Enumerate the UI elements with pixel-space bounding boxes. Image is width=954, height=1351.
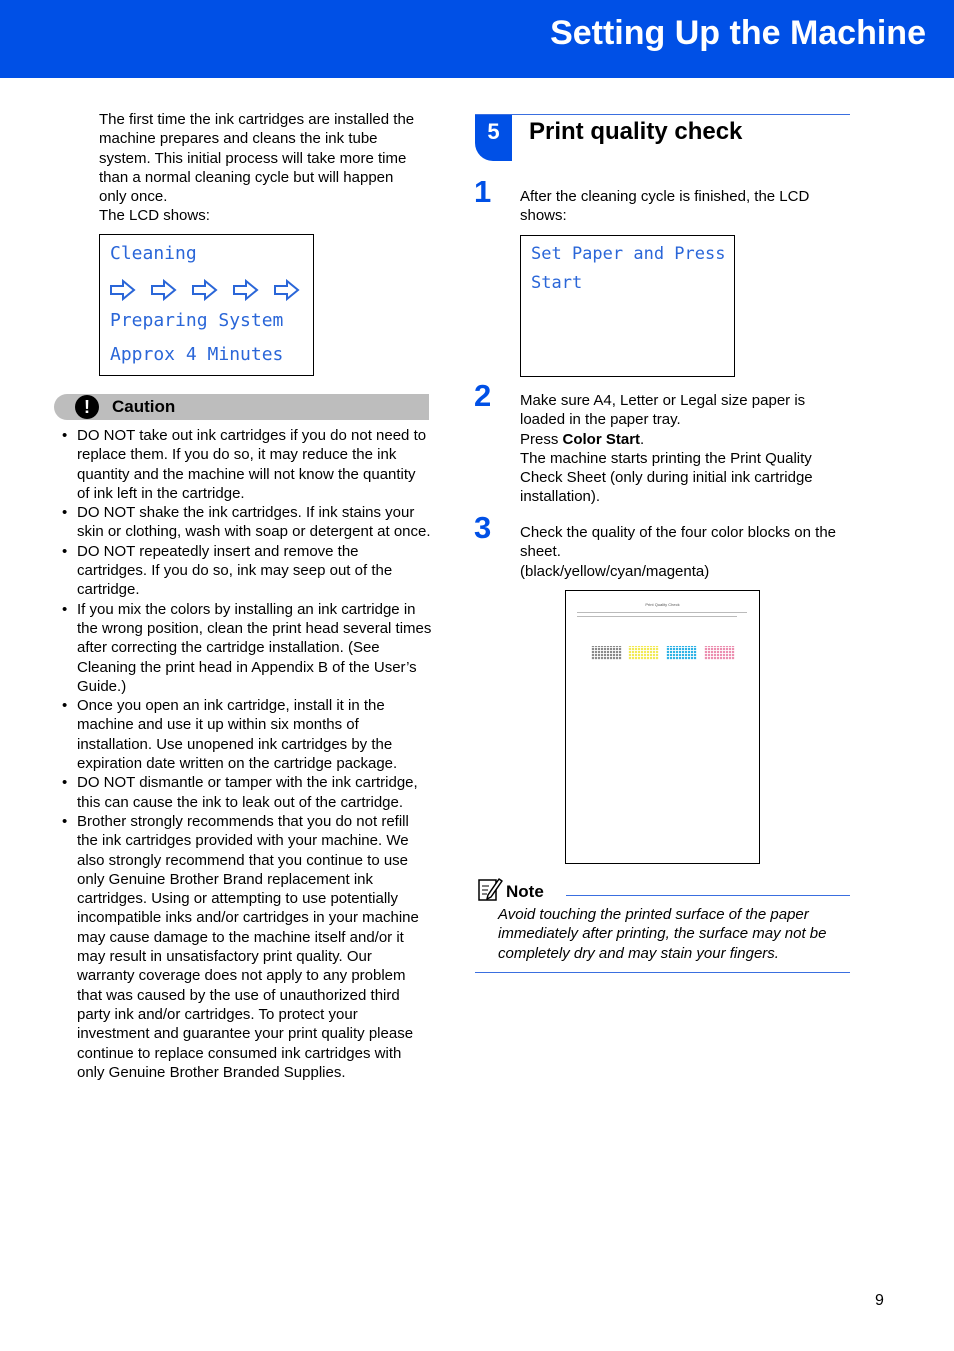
lcd-display-set-paper xyxy=(520,235,735,377)
lcd-display-cleaning xyxy=(99,234,314,376)
intro-paragraph xyxy=(99,110,434,226)
pencil-paper-icon xyxy=(477,876,503,902)
intro-line: only once. xyxy=(99,188,168,206)
hollow-right-arrow-icon xyxy=(110,279,305,301)
lcd-arrow-row xyxy=(110,279,305,306)
caution-item: • DO NOT take out ink cartridges if you do not need to replace them. If you do so, it may reduce the ink quantity and the machine will not know the quantity of ink left in the cartridge. xyxy=(62,426,432,503)
magenta-color-block xyxy=(704,646,735,660)
press-prefix: Press xyxy=(520,430,563,448)
caution-list xyxy=(62,426,432,1082)
step-number: 3 xyxy=(474,510,492,545)
cyan-color-block xyxy=(666,646,697,660)
intro-line: machine prepares and cleans the ink tube xyxy=(99,130,378,148)
step-paragraph: Check the quality of the four color blocks on the sheet. xyxy=(520,524,837,561)
step-paragraph: (black/yellow/cyan/magenta) xyxy=(520,562,710,580)
yellow-color-block xyxy=(628,646,659,660)
black-color-block xyxy=(591,646,622,660)
lcd-line: Start xyxy=(531,273,583,293)
step-text xyxy=(520,391,854,507)
step-paragraph: The machine starts printing the Print Quality Check Sheet (only during initial ink cartridge installation). xyxy=(520,449,813,506)
step-text: After the cleaning cycle is finished, the LCD shows: xyxy=(520,188,810,225)
note-bottom-divider xyxy=(475,972,850,973)
caution-item: • If you mix the colors by installing an ink cartridge in the wrong position, clean the print head several times after correcting the cartridge installation. (See Cleaning the print head in Appendix B of the User’s Guide.) xyxy=(62,600,432,696)
lcd-line: Set Paper and Press xyxy=(531,244,726,264)
step-paragraph: Make sure A4, Letter or Legal size paper is loaded in the paper tray. xyxy=(520,392,806,429)
press-suffix: . xyxy=(640,430,645,448)
caution-label: Caution xyxy=(112,397,176,416)
caution-item: • Once you open an ink cartridge, install it in the machine and use it up within six months of installation. Use unopened ink cartridges by the expiration date written on the cartridge package. xyxy=(62,696,432,773)
step-text xyxy=(520,523,854,581)
step-number: 2 xyxy=(474,378,492,413)
note-label: Note xyxy=(506,882,544,901)
lcd-line: Cleaning xyxy=(110,243,197,264)
page-header xyxy=(0,0,954,78)
sheet-title: Print Quality Check xyxy=(645,602,680,607)
section-title: Print quality check xyxy=(529,118,743,145)
note-divider xyxy=(566,895,850,896)
section-divider xyxy=(475,114,850,115)
intro-line: The LCD shows: xyxy=(99,207,210,225)
section-number-badge: 5 xyxy=(475,115,512,161)
note-text: Avoid touching the printed surface of the paper immediately after printing, the surface may not be completely dry and may stain your fingers. xyxy=(498,906,827,962)
lcd-line: Approx 4 Minutes xyxy=(110,344,284,365)
intro-line: system. This initial process will take more time xyxy=(99,149,407,167)
sheet-text-line xyxy=(577,612,747,613)
print-quality-check-sheet xyxy=(565,590,760,864)
color-start-key: Color Start xyxy=(562,430,641,448)
caution-item: • DO NOT shake the ink cartridges. If ink stains your skin or clothing, wash with soap or detergent at once. xyxy=(62,503,432,542)
caution-item: • DO NOT repeatedly insert and remove the cartridges. If you do so, ink may seep out of the cartridge. xyxy=(62,542,432,600)
lcd-line: Preparing System xyxy=(110,310,284,331)
intro-line: than a normal cleaning cycle but will happen xyxy=(99,168,394,186)
caution-header xyxy=(54,394,429,420)
caution-item: • DO NOT dismantle or tamper with the ink cartridge, this can cause the ink to leak out of the cartridge. xyxy=(62,773,432,812)
page-number: 9 xyxy=(875,1292,884,1309)
step-press-line xyxy=(520,430,854,449)
page-title: Setting Up the Machine xyxy=(550,14,926,52)
exclamation-icon: ! xyxy=(75,395,99,419)
step-number: 1 xyxy=(474,174,492,209)
intro-line: The first time the ink cartridges are installed the xyxy=(99,111,415,128)
sheet-text-line xyxy=(577,616,737,617)
caution-item: • Brother strongly recommends that you do not refill the ink cartridges provided with your machine. We also strongly recommend that you continue to use only Genuine Brother Brand replacement ink cartridges. Using or attempting to use potentially incompatible inks and/or cartridges in your machine may cause damage to the machine itself and/or it may result in unsatisfactory print quality. Our warranty coverage does not apply to any problem that was caused by the use of unauthorized third party ink and/or cartridges. To protect your investment and guarantee your print quality please continue to replace consumed ink cartridges with only Genuine Brother Branded Supplies. xyxy=(62,812,432,1082)
